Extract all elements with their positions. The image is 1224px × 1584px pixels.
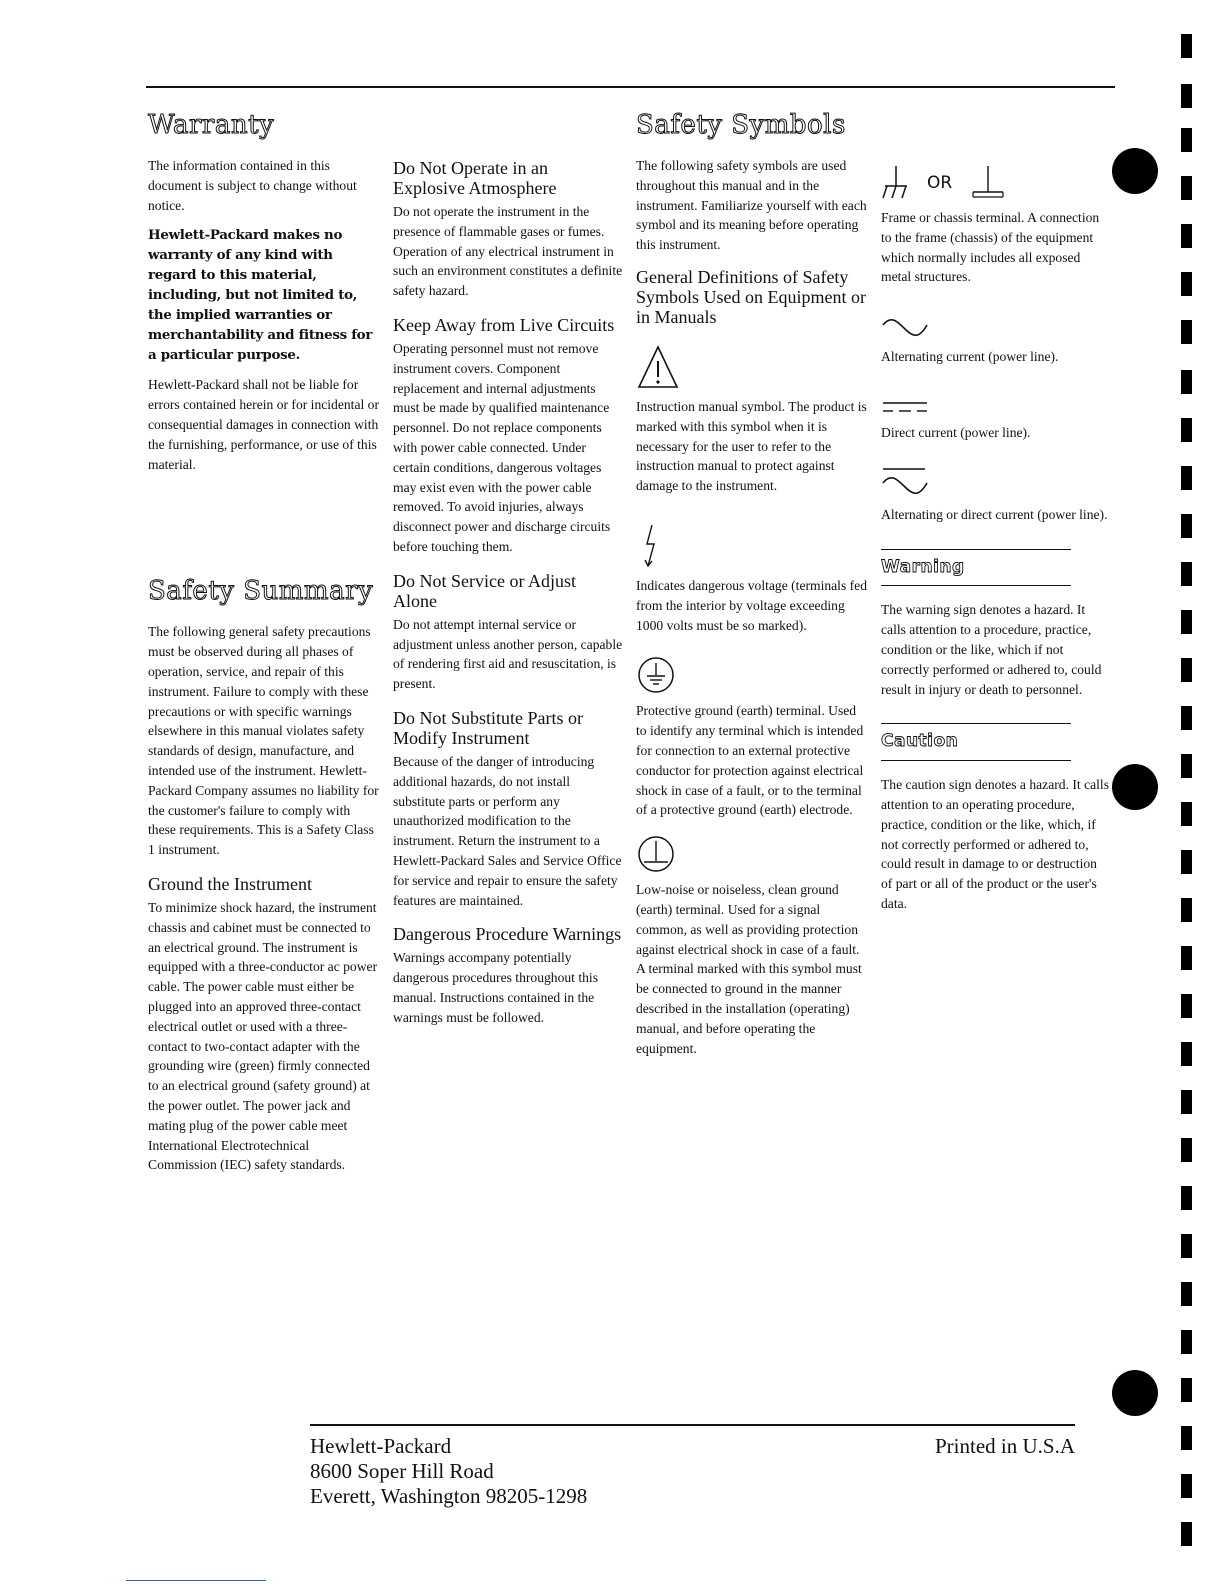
edge-mark [1181, 1474, 1192, 1498]
edge-mark [1181, 84, 1192, 108]
warranty-disclaimer: Hewlett-Packard makes no warranty of any kind with regard to this material, including, but not limited to, the implied warranties or merchantability and fitness for a particular purpose. [148, 227, 373, 364]
edge-mark [1181, 658, 1192, 682]
binding-hole [1112, 764, 1158, 810]
warning-text: The warning sign denotes a hazard. It calls attention to a procedure, practice, condition or the like, which if not correctly performed or adhered to, could result in injury or death to personnel. [881, 602, 1102, 697]
footer-rule [310, 1424, 1075, 1426]
frame-terminal-text: Frame or chassis terminal. A connection to the frame (chassis) of the equipment which normally includes all exposed metal structures. [881, 210, 1100, 285]
top-rule [146, 86, 1115, 88]
edge-mark [1181, 1522, 1192, 1546]
dangerous-procedure-heading: Dangerous Procedure Warnings [393, 924, 622, 945]
edge-mark [1181, 1426, 1192, 1450]
edge-mark [1181, 466, 1192, 490]
ground-heading: Ground the Instrument [148, 873, 312, 894]
dangerous-voltage-icon [636, 522, 666, 570]
warranty-notice: The information contained in this document is subject to change without notice. [148, 158, 357, 213]
binding-hole [1112, 148, 1158, 194]
caution-top-rule [881, 723, 1071, 724]
edge-mark [1181, 418, 1192, 442]
warning-bottom-rule [881, 585, 1071, 586]
instruction-manual-icon [636, 343, 680, 391]
substitute-parts-text: Because of the danger of introducing additional hazards, do not install substitute parts or perform any unauthorized modification to the instrument. Return the instrument to a Hewlett-Packard Sales and Service Office for service and repair to ensure the safety features are maintained. [393, 753, 622, 908]
edge-mark [1181, 320, 1192, 344]
service-alone-heading: Do Not Service or Adjust Alone [393, 570, 576, 611]
safety-summary-heading: Safety Summary [148, 576, 374, 607]
direct-current-text: Direct current (power line). [881, 424, 1031, 440]
edge-mark [1181, 1378, 1192, 1402]
service-alone-text: Do not attempt internal service or adjustment unless another person, capable of rendering first aid and resuscitation, is present. [393, 616, 623, 692]
protective-ground-text: Protective ground (earth) terminal. Used to identify any terminal which is intended for connection to an external protective conductor for protection against electrical shock in case of a fault, or to the terminal of a protective ground (earth) electrode. [636, 703, 864, 818]
edge-mark [1181, 1330, 1192, 1354]
column-warranty [148, 110, 380, 1185]
caution-text: The caution sign denotes a hazard. It calls attention to an operating procedure, practice, condition or the like, which, if not correctly performed or adhered to, could result in damage to or destruction of part or all of the product or the user's data. [881, 777, 1109, 911]
clean-ground-icon [636, 834, 676, 874]
dangerous-voltage-text: Indicates dangerous voltage (terminals fed from the interior by voltage exceeding 1000 volts must be so marked). [636, 577, 868, 633]
warranty-liability: Hewlett-Packard shall not be liable for errors contained herein or for incidental or consequential damages in connection with the furnishing, performance, or use of this material. [148, 377, 379, 472]
explosive-heading: Do Not Operate in an Explosive Atmosphere [393, 158, 557, 198]
warning-top-rule [881, 549, 1071, 550]
edge-mark [1181, 128, 1192, 152]
street-address: 8600 Soper Hill Road [310, 1459, 494, 1483]
instruction-manual-text: Instruction manual symbol. The product is marked with this symbol when it is necessary for the user to refer to the instruction manual to protect against damage to the instrument. [636, 398, 867, 494]
edge-mark [1181, 1042, 1192, 1066]
edge-mark [1181, 898, 1192, 922]
edge-mark [1181, 802, 1192, 826]
edge-mark [1181, 562, 1192, 586]
substitute-parts-heading: Do Not Substitute Parts or Modify Instrument [393, 707, 584, 748]
explosive-text: Do not operate the instrument in the presence of flammable gases or fumes. Operation of any electrical instrument in such an environment constitutes a definite safety hazard. [393, 204, 623, 299]
protective-ground-icon [636, 655, 676, 695]
company-name: Hewlett-Packard [310, 1434, 452, 1458]
alternating-current-text: Alternating current (power line). [881, 349, 1059, 365]
bottom-edge-line [126, 1580, 266, 1581]
live-circuits-heading: Keep Away from Live Circuits [393, 314, 615, 335]
edge-mark [1181, 754, 1192, 778]
edge-mark [1181, 224, 1192, 248]
edge-mark [1181, 1282, 1192, 1306]
printed-location: Printed in U.S.A [934, 1434, 1075, 1458]
edge-mark [1181, 1186, 1192, 1210]
edge-mark [1181, 994, 1192, 1018]
ac-dc-current-icon [881, 465, 929, 499]
definitions-heading: General Definitions of Safety Symbols Used on Equipment or in Manuals [636, 266, 866, 327]
edge-mark [1181, 1234, 1192, 1258]
edge-mark [1181, 706, 1192, 730]
caution-bottom-rule [881, 760, 1071, 761]
edge-mark [1181, 1090, 1192, 1114]
safety-summary-text: The following general safety precautions must be observed during all phases of operation, service, and repair of this instrument. Failure to comply with these precautions or with specific warnings elsewhere in this manual violates safety standards of design, manufacture, and intended use of the instrument. Hewlett-Packard Company assumes no liability for the customer's failure to comply with these requirements. This is a Safety Class 1 instrument. [148, 624, 379, 858]
edge-mark [1181, 946, 1192, 970]
safety-symbols-heading: Safety Symbols [636, 110, 846, 140]
edge-mark [1181, 610, 1192, 634]
city-address: Everett, Washington 98205-1298 [310, 1484, 588, 1508]
edge-mark [1181, 1138, 1192, 1162]
edge-mark [1181, 176, 1192, 200]
edge-mark [1181, 34, 1192, 58]
edge-mark [1181, 514, 1192, 538]
clean-ground-text: Low-noise or noiseless, clean ground (earth) terminal. Used for a signal common, as well as providing protection against electrical shock in case of a fault. A terminal marked with this symbol must be connected to ground in the manner described in the installation (operating) manual, and before operating the equipment. [636, 882, 862, 1056]
warning-heading: Warning [881, 556, 965, 577]
company-address [310, 1434, 587, 1509]
chassis-symbols [881, 160, 1109, 200]
chassis-terminal-icon [968, 164, 1008, 200]
alternating-current-icon [881, 317, 929, 341]
or-label: OR [927, 173, 953, 194]
edge-mark [1181, 370, 1192, 394]
direct-current-icon [881, 397, 929, 417]
binding-hole [1112, 1370, 1158, 1416]
warranty-heading: Warranty [148, 110, 275, 140]
ground-text: To minimize shock hazard, the instrument chassis and cabinet must be connected to an electrical ground. The instrument is equipped with a three-conductor ac power cable. The power cable must either be plugged into an approved three-contact electrical outlet or used with a three-contact to two-contact adapter with the grounding wire (green) firmly connected to an electrical ground (safety ground) at the power outlet. The power jack and mating plug of the power cable meet International Electrotechnical Commission (IEC) safety standards. [148, 899, 378, 1173]
live-circuits-text: Operating personnel must not remove instrument covers. Component replacement and internal adjustments must be made by qualified maintenance personnel. Do not replace components with power cable connected. Under certain conditions, dangerous voltages may exist even with the power cable removed. To avoid injuries, always disconnect power and discharge circuits before touching them. [393, 340, 611, 554]
ac-dc-current-text: Alternating or direct current (power line). [881, 506, 1108, 522]
column-safety-symbols [636, 110, 868, 1068]
frame-terminal-icon [881, 164, 911, 200]
edge-mark [1181, 850, 1192, 874]
caution-heading: Caution [881, 731, 959, 752]
column-precautions [393, 158, 623, 1038]
dangerous-procedure-text: Warnings accompany potentially dangerous procedures throughout this manual. Instructions contained in the warnings must be followed. [393, 950, 598, 1025]
column-symbol-defs [881, 160, 1109, 924]
symbols-intro: The following safety symbols are used throughout this manual and in the instrument. Familiarize yourself with each symbol and its meaning before operating this instrument. [636, 158, 867, 253]
edge-mark [1181, 272, 1192, 296]
